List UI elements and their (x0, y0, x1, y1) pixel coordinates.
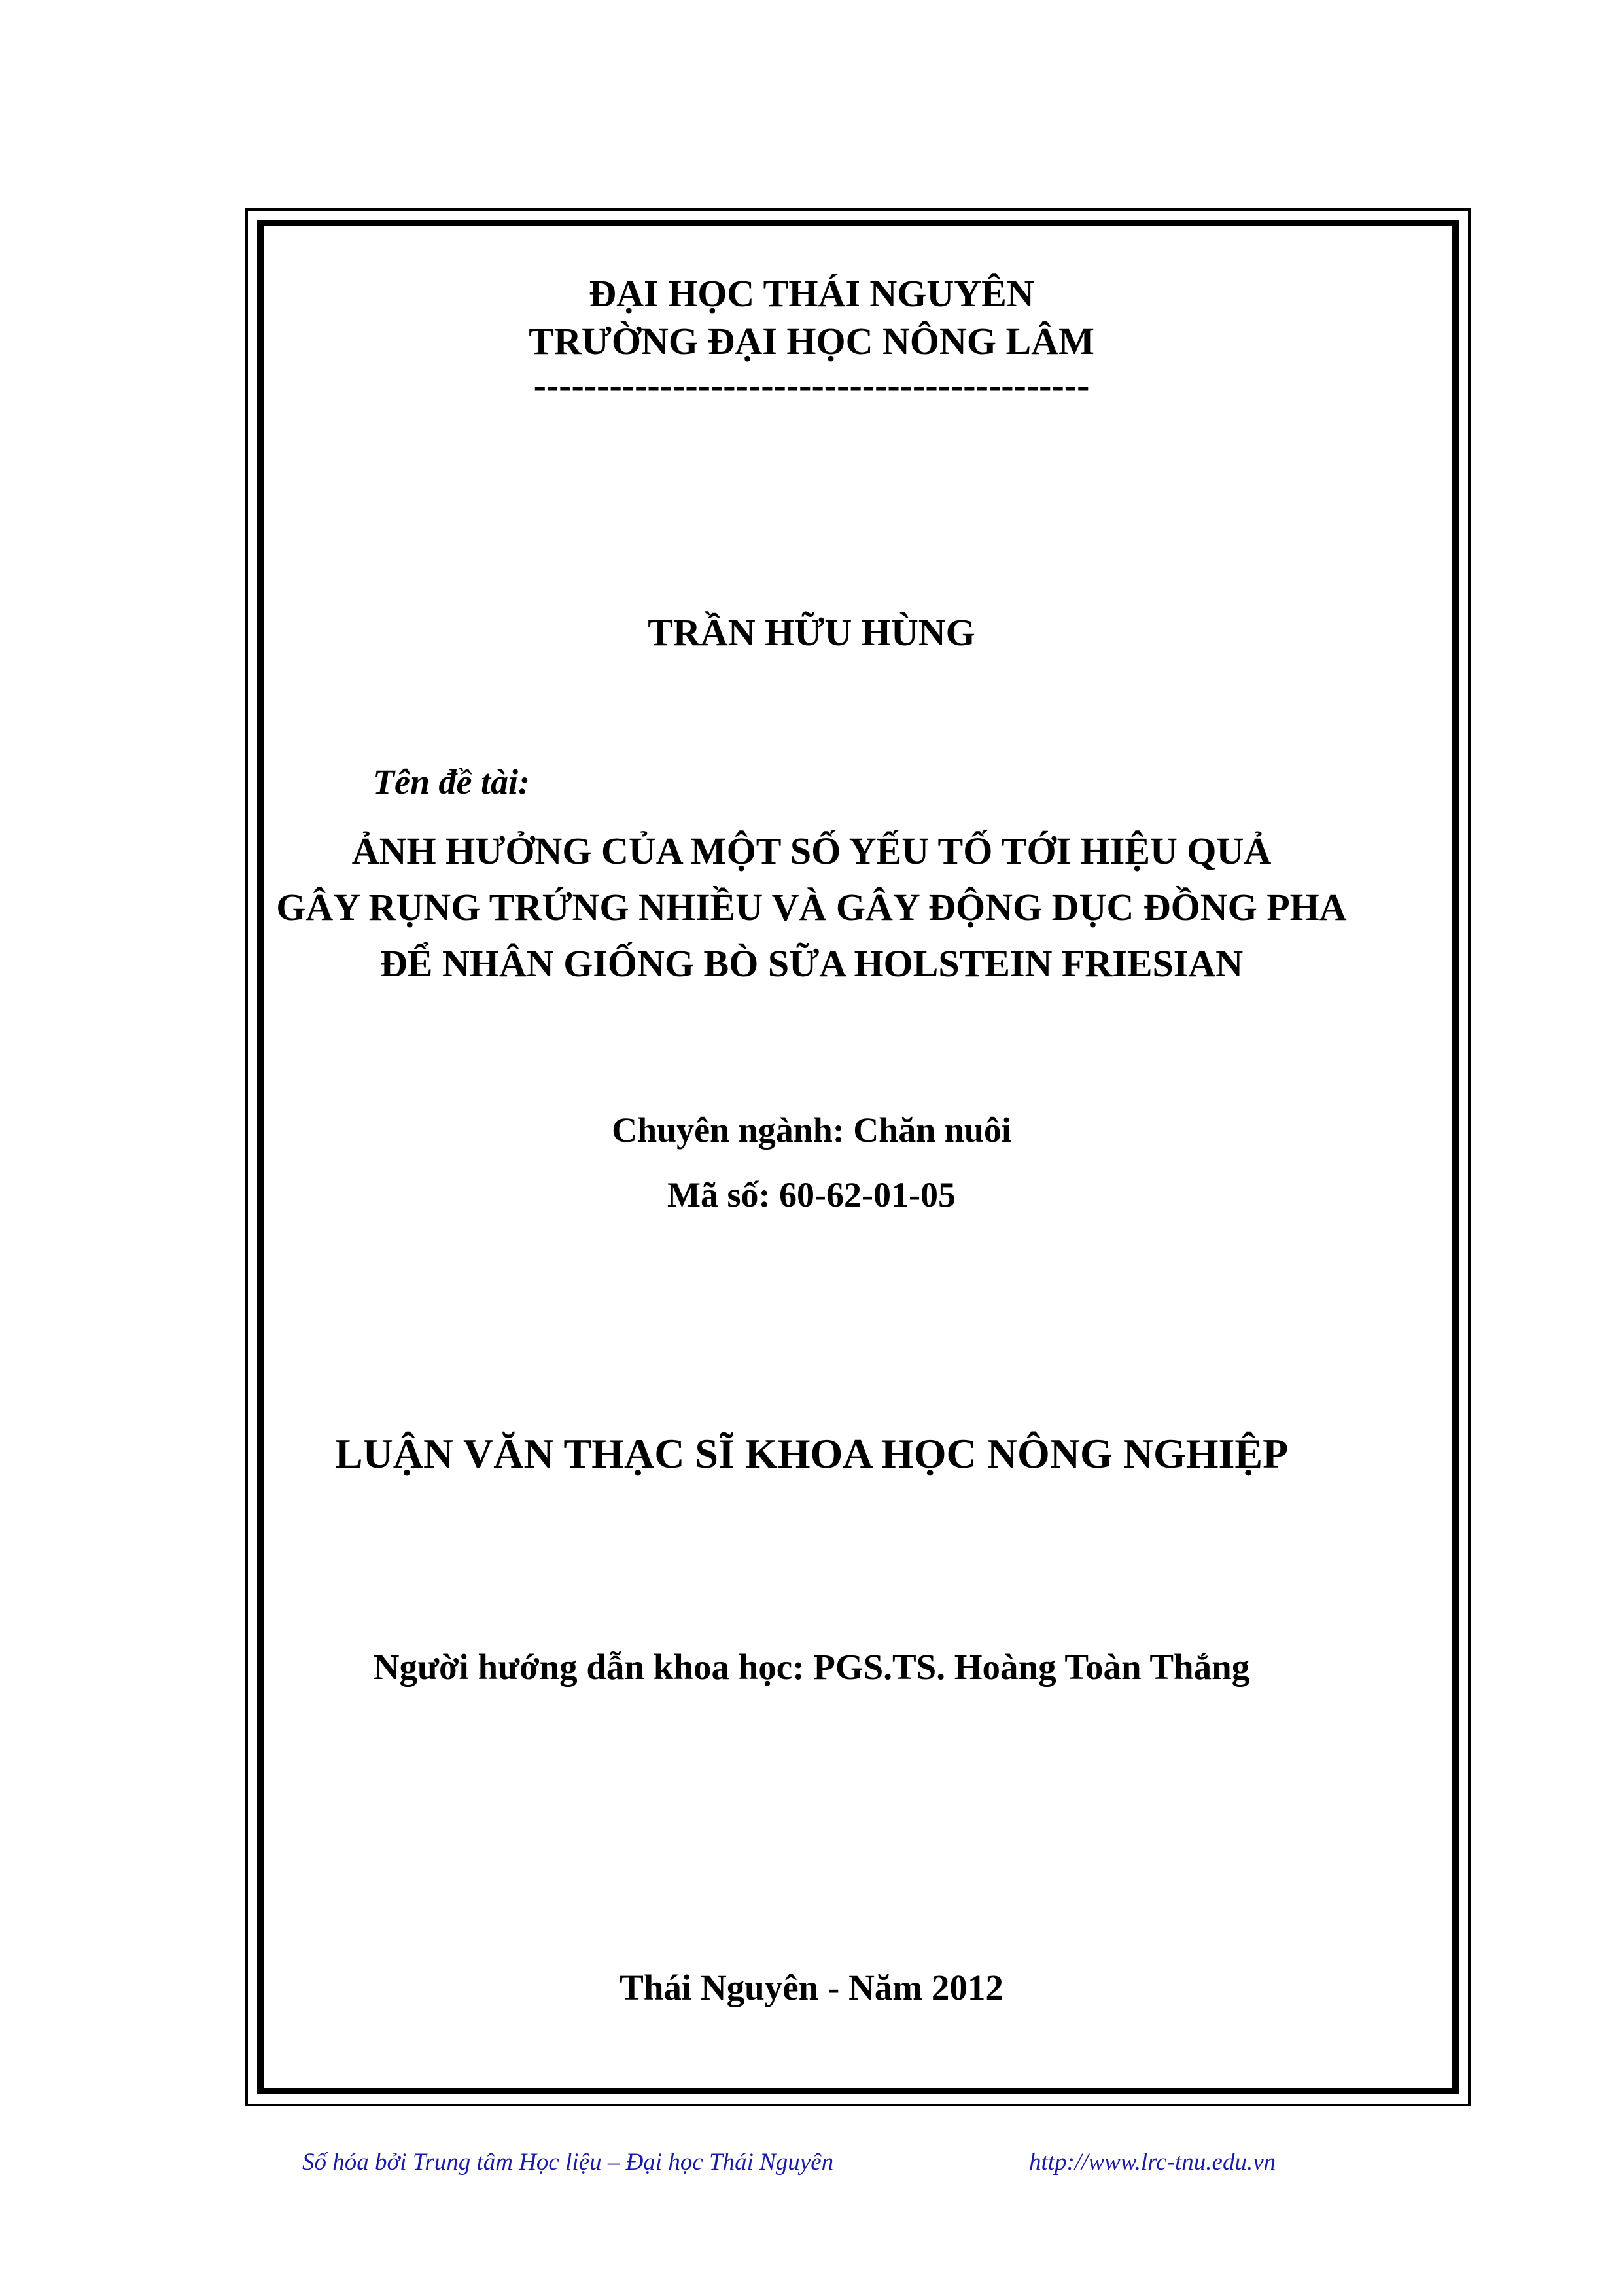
thesis-title-line-1: ẢNH HƯỞNG CỦA MỘT SỐ YẾU TỐ TỚI HIỆU QUẢ (351, 830, 1272, 872)
cover-border-inner (257, 220, 1459, 2094)
thesis-title-line-3: ĐỂ NHÂN GIỐNG BÒ SỮA HOLSTEIN FRIESIAN (379, 942, 1244, 985)
footer-digitized-by: Số hóa bởi Trung tâm Học liệu – Đại học Thái Nguyên (302, 2149, 834, 2176)
college-name: TRƯỜNG ĐẠI HỌC NÔNG LÂM (529, 320, 1094, 362)
author-name: TRẦN HỮU HÙNG (648, 611, 975, 654)
advisor: Người hướng dẫn khoa học: PGS.TS. Hoàng Toàn Thắng (373, 1647, 1250, 1687)
header-separator: -------------------------------------------- (533, 364, 1090, 406)
place-and-year: Thái Nguyên - Năm 2012 (620, 1968, 1003, 2007)
footer-url-link[interactable]: http://www.lrc-tnu.edu.vn (1029, 2149, 1276, 2176)
specialization: Chuyên ngành: Chăn nuôi (612, 1110, 1011, 1150)
thesis-title-line-2: GÂY RỤNG TRỨNG NHIỀU VÀ GÂY ĐỘNG DỤC ĐỒNG PHA (276, 886, 1347, 928)
university-name: ĐẠI HỌC THÁI NGUYÊN (589, 272, 1034, 315)
program-code: Mã số: 60-62-01-05 (667, 1175, 956, 1214)
degree-title: LUẬN VĂN THẠC SĨ KHOA HỌC NÔNG NGHIỆP (334, 1430, 1289, 1477)
topic-label: Tên đề tài: (373, 762, 530, 802)
